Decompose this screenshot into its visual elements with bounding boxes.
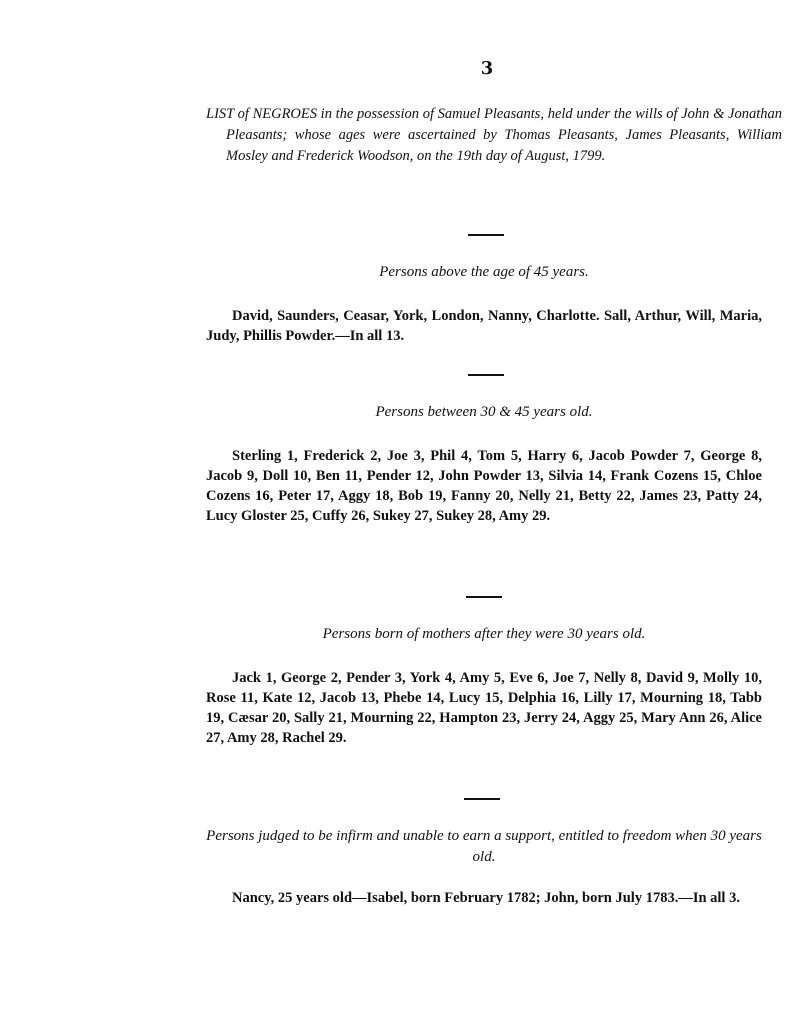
section-body-born-after-30: Jack 1, George 2, Pender 3, York 4, Amy 5, Eve 6, Joe 7, Nelly 8, David 9, Molly 10, Rose 11, Kate 12, Jacob 13, Phebe 14, Lucy 15, Delphia 16, Lilly 17, Mourning 18, Tabb 19, Cæsar 20, Sally 21, Mourning 22, Hampton 23, Jerry 24, Aggy 25, Mary Ann 26, Alice 27, Amy 28, Rachel 29. bbox=[206, 670, 762, 746]
section-body-30-45: Sterling 1, Frederick 2, Joe 3, Phil 4, Tom 5, Harry 6, Jacob Powder 7, George 8, Jacob 9, Doll 10, Ben 11, Pender 12, John Powder 13, Silvia 14, Frank Cozens 15, Chloe Cozens 16, Peter 17, Aggy 18, Bob 19, Fanny 20, Nelly 21, Betty 22, James 23, Patty 24, Lucy Gloster 25, Cuffy 26, Sukey 27, Sukey 28, Amy 29. bbox=[206, 448, 762, 524]
divider bbox=[464, 798, 500, 800]
section-title-born-after-30: Persons born of mothers after they were 30 years old. bbox=[322, 626, 646, 642]
page-number: 3 bbox=[480, 58, 494, 79]
section-body-above-45: David, Saunders, Ceasar, York, London, Nanny, Charlotte. Sall, Arthur, Will, Maria, Judy, Phillis Powder.—In all 13. bbox=[206, 308, 762, 344]
divider bbox=[468, 374, 504, 376]
section-title-30-45: Persons between 30 & 45 years old. bbox=[375, 404, 593, 420]
section-title-above-45: Persons above the age of 45 years. bbox=[379, 264, 589, 280]
section-body-infirm: Nancy, 25 years old—Isabel, born February 1782; John, born July 1783.—In all 3. bbox=[232, 890, 740, 906]
divider bbox=[468, 234, 504, 236]
section-title-infirm: Persons judged to be infirm and unable to earn a support, entitled to freedom when 30 years old. bbox=[206, 828, 762, 865]
document-header: LIST of NEGROES in the possession of Samuel Pleasants, held under the wills of John & Jonathan Pleasants; whose ages were ascertained by Thomas Pleasants, James Pleasants, William Mosley and Frederick Woodson, on the 19th day of August, 1799. bbox=[206, 106, 782, 164]
divider bbox=[466, 596, 502, 598]
